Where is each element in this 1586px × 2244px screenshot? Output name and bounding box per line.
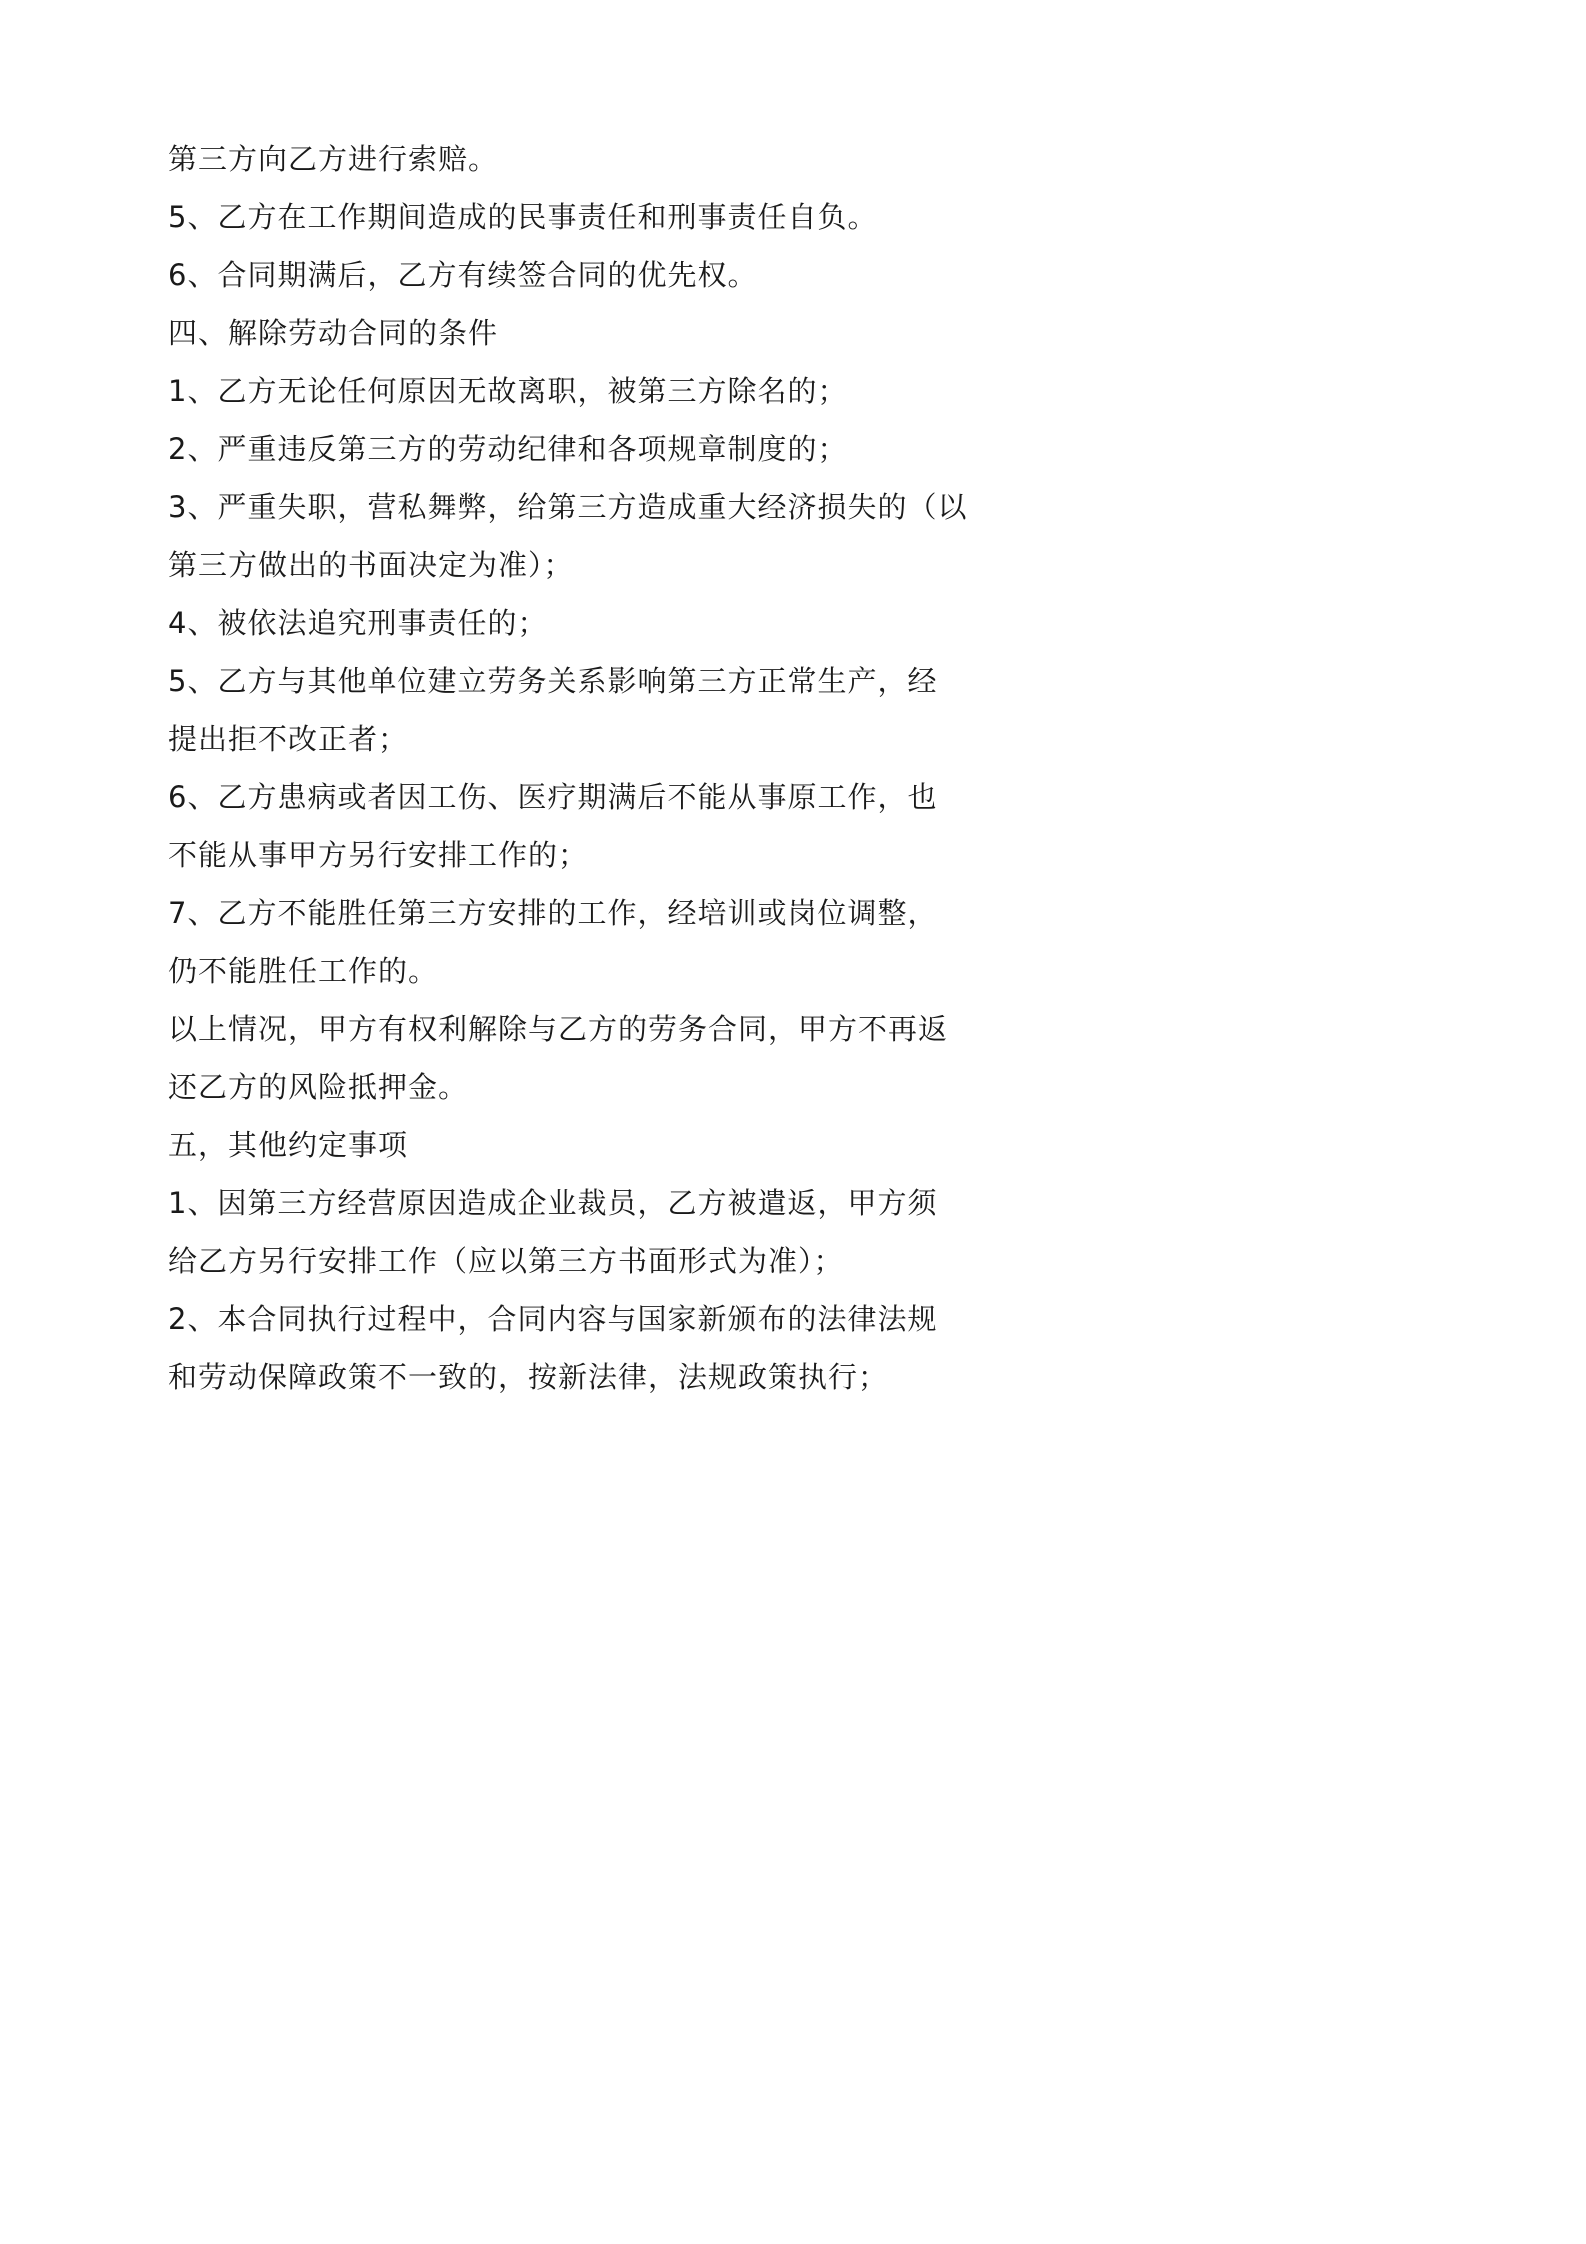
text-line: 7、乙方不能胜任第三方安排的工作，经培训或岗位调整， <box>168 896 938 930</box>
text-line: 3、严重失职，营私舞弊，给第三方造成重大经济损失的（以 <box>168 490 968 524</box>
text-line: 6、合同期满后，乙方有续签合同的优先权。 <box>168 258 758 292</box>
text-line: 给乙方另行安排工作（应以第三方书面形式为准）； <box>168 1244 844 1278</box>
document-page <box>0 0 1100 1556</box>
text-line: 提出拒不改正者； <box>168 722 409 756</box>
text-line: 第三方做出的书面决定为准）； <box>168 548 574 582</box>
section-heading: 四、解除劳动合同的条件 <box>168 316 499 350</box>
text-line: 和劳动保障政策不一致的，按新法律，法规政策执行； <box>168 1360 889 1394</box>
text-line: 5、乙方在工作期间造成的民事责任和刑事责任自负。 <box>168 200 878 234</box>
text-line: 还乙方的风险抵押金。 <box>168 1070 469 1104</box>
text-line: 第三方向乙方进行索赔。 <box>168 142 499 176</box>
text-line: 1、因第三方经营原因造成企业裁员，乙方被遣返，甲方须 <box>168 1186 938 1220</box>
text-line: 以上情况，甲方有权利解除与乙方的劳务合同，甲方不再返 <box>168 1012 949 1046</box>
text-line: 1、乙方无论任何原因无故离职，被第三方除名的； <box>168 374 848 408</box>
text-line: 2、本合同执行过程中，合同内容与国家新颁布的法律法规 <box>168 1302 938 1336</box>
text-line: 6、乙方患病或者因工伤、医疗期满后不能从事原工作，也 <box>168 780 938 814</box>
text-line: 2、严重违反第三方的劳动纪律和各项规章制度的； <box>168 432 848 466</box>
text-line: 不能从事甲方另行安排工作的； <box>168 838 589 872</box>
section-heading: 五，其他约定事项 <box>168 1128 409 1162</box>
text-line: 5、乙方与其他单位建立劳务关系影响第三方正常生产，经 <box>168 664 938 698</box>
text-line: 4、被依法追究刑事责任的； <box>168 606 548 640</box>
document-body <box>168 130 968 1406</box>
text-line: 仍不能胜任工作的。 <box>168 954 439 988</box>
